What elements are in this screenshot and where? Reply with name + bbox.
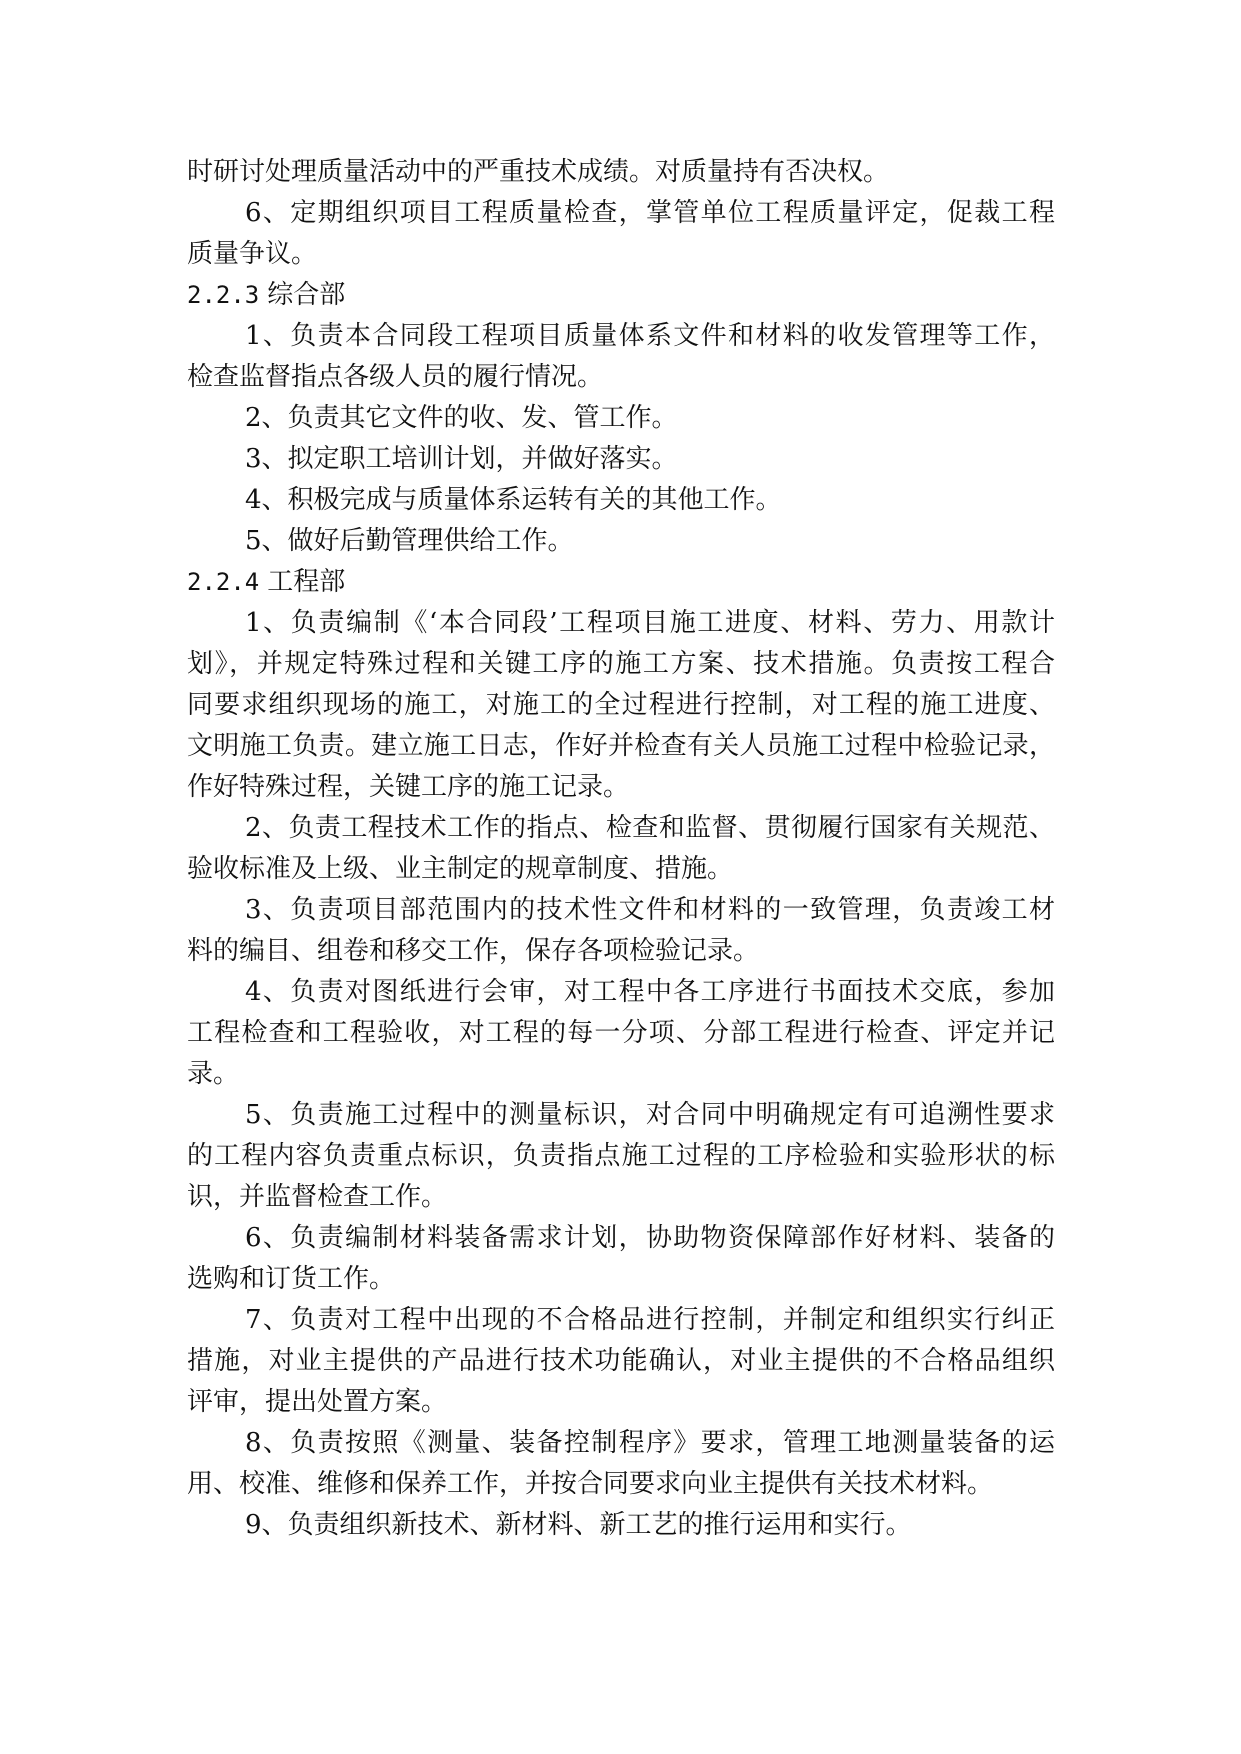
text-line: 质量争议。 — [187, 239, 318, 269]
text-line: 5、负责施工过程中的测量标识，对合同中明确规定有可追溯性要求 — [245, 1100, 1055, 1130]
text-line: 6、负责编制材料装备需求计划，协助物资保障部作好材料、装备的 — [245, 1223, 1055, 1253]
section-title: 综合部 — [267, 280, 346, 310]
document-body — [187, 152, 1055, 1546]
text-line: 评审，提出处置方案。 — [187, 1387, 448, 1417]
text-line: 9、负责组织新技术、新材料、新工艺的推行运用和实行。 — [245, 1510, 912, 1540]
section-number: 2.2.3 — [187, 281, 260, 309]
text-line: 7、负责对工程中出现的不合格品进行控制，并制定和组织实行纠正 — [245, 1305, 1055, 1335]
text-line: 2、负责工程技术工作的指点、检查和监督、贯彻履行国家有关规范、 — [245, 813, 1055, 843]
text-line: 用、校准、维修和保养工作，并按合同要求向业主提供有关技术材料。 — [187, 1469, 994, 1499]
section-heading — [187, 275, 1055, 316]
text-line: 1、负责编制《‘本合同段’工程项目施工进度、材料、劳力、用款计 — [245, 608, 1055, 638]
text-line: 4、积极完成与质量体系运转有关的其他工作。 — [245, 485, 782, 515]
section-heading — [187, 562, 1055, 603]
text-line: 文明施工负责。建立施工日志，作好并检查有关人员施工过程中检验记录， — [187, 731, 1055, 761]
text-line: 的工程内容负责重点标识，负责指点施工过程的工序检验和实验形状的标 — [187, 1141, 1055, 1171]
text-line: 3、拟定职工培训计划，并做好落实。 — [245, 444, 678, 474]
text-line: 6、定期组织项目工程质量检查，掌管单位工程质量评定，促裁工程 — [245, 198, 1055, 228]
text-line: 作好特殊过程，关键工序的施工记录。 — [187, 772, 630, 802]
text-line: 1、负责本合同段工程项目质量体系文件和材料的收发管理等工作， — [245, 321, 1055, 351]
text-line: 5、做好后勤管理供给工作。 — [245, 526, 574, 556]
text-line: 识，并监督检查工作。 — [187, 1182, 448, 1212]
section-title: 工程部 — [267, 567, 346, 597]
text-line: 工程检查和工程验收，对工程的每一分项、分部工程进行检查、评定并记 — [187, 1018, 1055, 1048]
text-line: 选购和订货工作。 — [187, 1264, 396, 1294]
text-line: 验收标准及上级、业主制定的规章制度、措施。 — [187, 854, 734, 884]
text-line: 3、负责项目部范围内的技术性文件和材料的一致管理，负责竣工材 — [245, 895, 1055, 925]
text-line: 料的编目、组卷和移交工作，保存各项检验记录。 — [187, 936, 760, 966]
section-number: 2.2.4 — [187, 568, 260, 596]
text-line: 录。 — [187, 1059, 240, 1089]
text-line: 8、负责按照《测量、装备控制程序》要求，管理工地测量装备的运 — [245, 1428, 1055, 1458]
text-line: 2、负责其它文件的收、发、管工作。 — [245, 403, 678, 433]
text-line: 时研讨处理质量活动中的严重技术成绩。对质量持有否决权。 — [187, 157, 890, 187]
text-line: 4、负责对图纸进行会审，对工程中各工序进行书面技术交底，参加 — [245, 977, 1055, 1007]
text-line: 同要求组织现场的施工，对施工的全过程进行控制，对工程的施工进度、 — [187, 690, 1055, 720]
text-line: 措施，对业主提供的产品进行技术功能确认，对业主提供的不合格品组织 — [187, 1346, 1055, 1376]
text-line: 划》，并规定特殊过程和关键工序的施工方案、技术措施。负责按工程合 — [187, 649, 1055, 679]
text-line: 检查监督指点各级人员的履行情况。 — [187, 362, 604, 392]
